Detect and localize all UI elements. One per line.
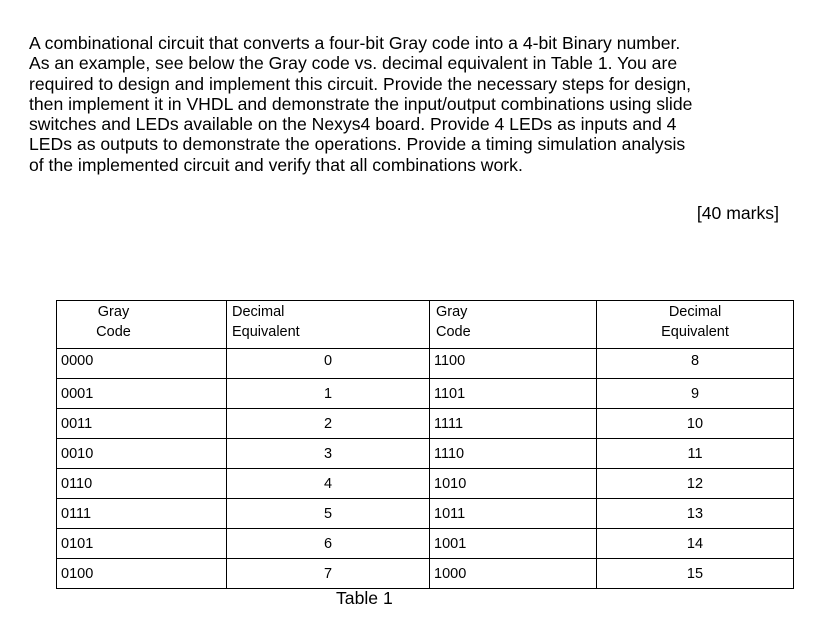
- header-cell: [57, 301, 227, 349]
- gray-code-cell: [57, 559, 227, 589]
- question-line: As an example, see below the Gray code vs. decimal equivalent in Table 1. You are: [29, 53, 678, 74]
- decimal-cell: [597, 499, 794, 529]
- decimal-cell: [597, 349, 794, 379]
- cell-value: 1100: [434, 352, 466, 369]
- gray-code-cell: [57, 379, 227, 409]
- decimal-cell: [227, 439, 430, 469]
- cell-value: 3: [323, 445, 333, 462]
- gray-code-cell: [430, 559, 597, 589]
- cell-value: 5: [323, 505, 333, 522]
- table-header-row: [57, 301, 794, 349]
- table-row: [57, 349, 794, 379]
- cell-value: 9: [690, 385, 700, 402]
- decimal-cell: [597, 379, 794, 409]
- decimal-cell: [597, 439, 794, 469]
- header-cell: [597, 301, 794, 349]
- cell-value: 1: [323, 385, 333, 402]
- question-line: then implement it in VHDL and demonstrate the input/output combinations using slide: [29, 93, 693, 114]
- header-cell: [227, 301, 430, 349]
- gray-code-cell: [430, 439, 597, 469]
- gray-code-cell: [57, 469, 227, 499]
- question-text: [29, 33, 789, 175]
- cell-value: 0011: [61, 415, 93, 432]
- decimal-cell: [597, 409, 794, 439]
- gray-code-cell: [430, 499, 597, 529]
- gray-code-cell: [430, 379, 597, 409]
- table-row: [57, 469, 794, 499]
- table-row: [57, 379, 794, 409]
- cell-value: 0: [323, 352, 333, 369]
- header-line: Decimal: [232, 304, 285, 320]
- table-caption: Table 1: [336, 588, 393, 608]
- gray-code-cell: [430, 349, 597, 379]
- cell-value: 0110: [61, 475, 93, 492]
- header-cell: [430, 301, 597, 349]
- decimal-cell: [597, 469, 794, 499]
- cell-value: 1110: [434, 445, 465, 462]
- header-line: Equivalent: [661, 324, 729, 340]
- gray-code-cell: [430, 529, 597, 559]
- cell-value: 0111: [61, 505, 92, 522]
- cell-value: 15: [686, 565, 704, 582]
- gray-code-cell: [57, 439, 227, 469]
- cell-value: 10: [686, 415, 704, 432]
- decimal-cell: [227, 499, 430, 529]
- header-line: Gray: [436, 304, 468, 320]
- table-row: [57, 529, 794, 559]
- decimal-cell: [227, 379, 430, 409]
- gray-code-cell: [57, 499, 227, 529]
- cell-value: 0100: [61, 565, 94, 582]
- cell-value: 0101: [61, 535, 94, 552]
- table-row: [57, 409, 794, 439]
- question-line: A combinational circuit that converts a four-bit Gray code into a 4-bit Binary number.: [29, 33, 681, 53]
- cell-value: 2: [323, 415, 333, 432]
- gray-code-cell: [430, 469, 597, 499]
- header-line: Equivalent: [232, 324, 300, 340]
- table-row: [57, 559, 794, 589]
- cell-value: 6: [323, 535, 333, 552]
- header-line: Code: [436, 324, 471, 340]
- question-line: switches and LEDs available on the Nexys4 board. Provide 4 LEDs as inputs and 4: [29, 114, 677, 135]
- cell-value: 0000: [61, 352, 94, 369]
- cell-value: 11: [687, 445, 703, 462]
- gray-code-table: [56, 300, 794, 589]
- cell-value: 4: [323, 475, 333, 492]
- cell-value: 1000: [434, 565, 467, 582]
- gray-code-cell: [57, 529, 227, 559]
- marks-label: [40 marks]: [696, 203, 779, 223]
- cell-value: 7: [323, 565, 333, 582]
- cell-value: 0010: [61, 445, 94, 462]
- cell-value: 13: [686, 505, 704, 522]
- decimal-cell: [597, 529, 794, 559]
- question-line: LEDs as outputs to demonstrate the operations. Provide a timing simulation analysis: [29, 134, 686, 155]
- cell-value: 1111: [434, 415, 464, 432]
- cell-value: 8: [690, 352, 700, 369]
- gray-code-cell: [57, 409, 227, 439]
- decimal-cell: [597, 559, 794, 589]
- table-row: [57, 439, 794, 469]
- gray-code-cell: [430, 409, 597, 439]
- header-line: Gray: [97, 304, 130, 320]
- cell-value: 12: [686, 475, 704, 492]
- decimal-cell: [227, 409, 430, 439]
- decimal-cell: [227, 529, 430, 559]
- cell-value: 1011: [434, 505, 466, 522]
- header-line: Decimal: [668, 304, 722, 320]
- cell-value: 1001: [434, 535, 467, 552]
- table-row: [57, 499, 794, 529]
- cell-value: 1101: [434, 385, 466, 402]
- gray-code-cell: [57, 349, 227, 379]
- header-line: Code: [96, 324, 131, 340]
- decimal-cell: [227, 559, 430, 589]
- question-line: required to design and implement this circuit. Provide the necessary steps for design,: [29, 73, 692, 94]
- decimal-cell: [227, 349, 430, 379]
- cell-value: 14: [686, 535, 704, 552]
- decimal-cell: [227, 469, 430, 499]
- cell-value: 1010: [434, 475, 467, 492]
- cell-value: 0001: [61, 385, 94, 402]
- question-line: of the implemented circuit and verify that all combinations work.: [29, 154, 523, 175]
